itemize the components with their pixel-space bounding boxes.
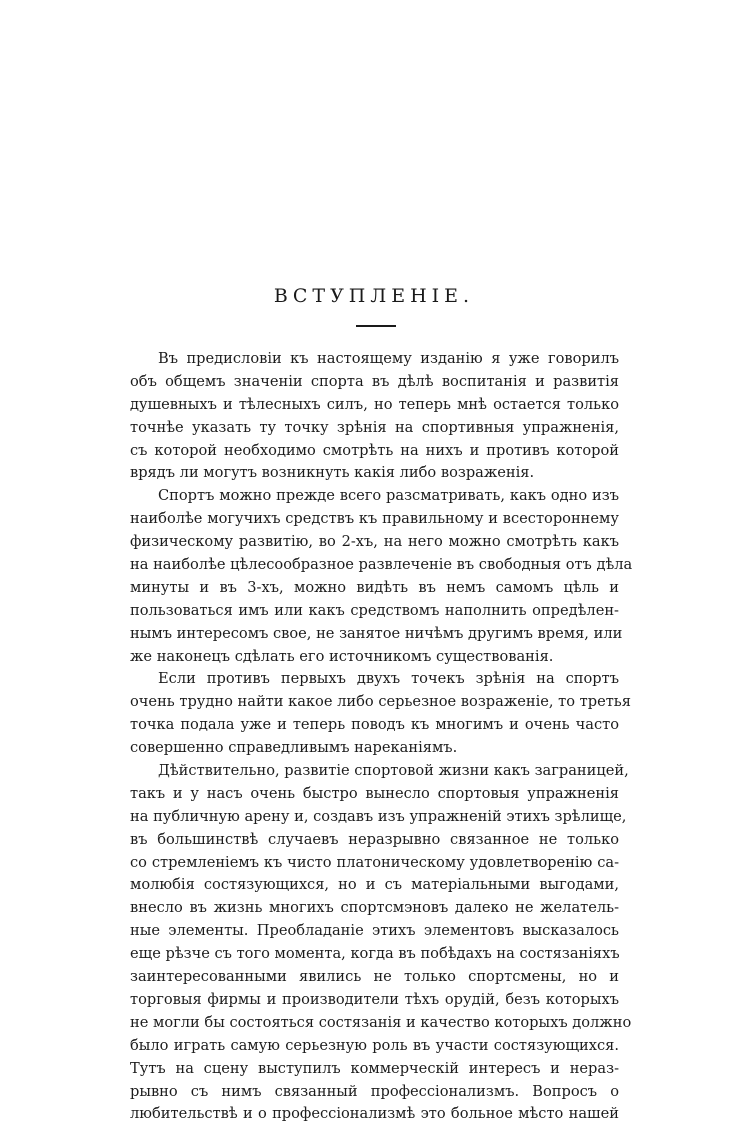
text-line: минуты и въ 3-хъ, можно видѣть въ немъ самомъ цѣль и — [130, 578, 619, 596]
text-line: Въ предисловіи къ настоящему изданію я уже говорилъ — [158, 350, 619, 367]
paragraph — [130, 485, 633, 668]
text-line: Дѣйствительно, развитіе спортовой жизни какъ заграницей, — [158, 762, 629, 780]
text-line: на публичную арену и, создавъ изъ упражненій этихъ зрѣлище, — [130, 807, 627, 825]
text-line: Если противъ первыхъ двухъ точекъ зрѣнія на спортъ — [158, 670, 619, 688]
text-line: пользоваться имъ или какъ средствомъ наполнить опредѣлен- — [130, 601, 619, 619]
text-line: молюбія состязующихся, но и съ матеріальными выгодами, — [130, 876, 619, 894]
paragraph — [130, 348, 619, 485]
text-line: объ общемъ значеніи спорта въ дѣлѣ воспитанія и развитія — [130, 372, 619, 390]
title-divider — [356, 325, 396, 327]
paragraph — [130, 760, 632, 1126]
text-line: такъ и у насъ очень быстро вынесло спортовыя упражненія — [130, 784, 619, 802]
text-line: совершенно справедливымъ нареканіямъ. — [130, 739, 458, 757]
text-line: любительствѣ и о профессіонализмѣ это больное мѣсто нашей — [130, 1105, 619, 1123]
text-line: точка подала уже и теперь поводъ къ многимъ и очень часто — [130, 716, 619, 734]
text-line: внесло въ жизнь многихъ спортсмэновъ далеко не желатель- — [130, 899, 619, 917]
text-line: торговыя фирмы и производители тѣхъ орудій, безъ которыхъ — [130, 990, 619, 1008]
text-line: въ большинствѣ случаевъ неразрывно связанное не только — [130, 830, 619, 848]
body-text — [130, 348, 633, 1126]
text-line: заинтересованными явились не только спортсмены, но и — [130, 968, 619, 986]
paragraph — [130, 668, 631, 760]
text-line: Тутъ на сцену выступилъ коммерческій интересъ и нераз- — [130, 1059, 619, 1077]
text-line: не могли бы состояться состязанія и качество которыхъ должно — [130, 1013, 632, 1031]
text-line: ные элементы. Преобладаніе этихъ элементовъ высказалось — [130, 922, 619, 940]
text-line: нымъ интересомъ свое, не занятое ничѣмъ другимъ время, или — [130, 624, 623, 642]
text-line: физическому развитію, во 2-хъ, на него можно смотрѣть какъ — [130, 533, 619, 551]
text-line: Спортъ можно прежде всего разсматривать, какъ одно изъ — [158, 487, 619, 505]
text-line: врядъ ли могутъ возникнуть какія либо возраженія. — [130, 464, 535, 482]
text-line: душевныхъ и тѣлесныхъ силъ, но теперь мнѣ остается только — [130, 395, 619, 413]
chapter-title: ВСТУПЛЕНІЕ. — [273, 285, 475, 307]
text-line: точнѣе указать ту точку зрѣнія на спортивныя упражненія, — [130, 418, 619, 436]
text-line: еще рѣзче съ того момента, когда въ побѣдахъ на состязаніяхъ — [130, 945, 620, 963]
text-line: же наконецъ сдѣлать его источникомъ существованія. — [130, 647, 554, 665]
text-line: со стремленіемъ къ чисто платоническому удовлетворенію са- — [130, 853, 619, 871]
text-line: на наиболѣе цѣлесообразное развлеченіе въ свободныя отъ дѣла — [130, 556, 633, 574]
text-line: очень трудно найти какое либо серьезное возраженіе, то третья — [130, 693, 631, 711]
text-line: рывно съ нимъ связанный профессіонализмъ. Вопросъ о — [130, 1082, 619, 1100]
text-line: наиболѣе могучихъ средствъ къ правильному и всестороннему — [130, 510, 619, 528]
text-line: было играть самую серьезную роль въ участи состязующихся. — [130, 1036, 619, 1054]
text-line: съ которой необходимо смотрѣть на нихъ и противъ которой — [130, 441, 619, 459]
